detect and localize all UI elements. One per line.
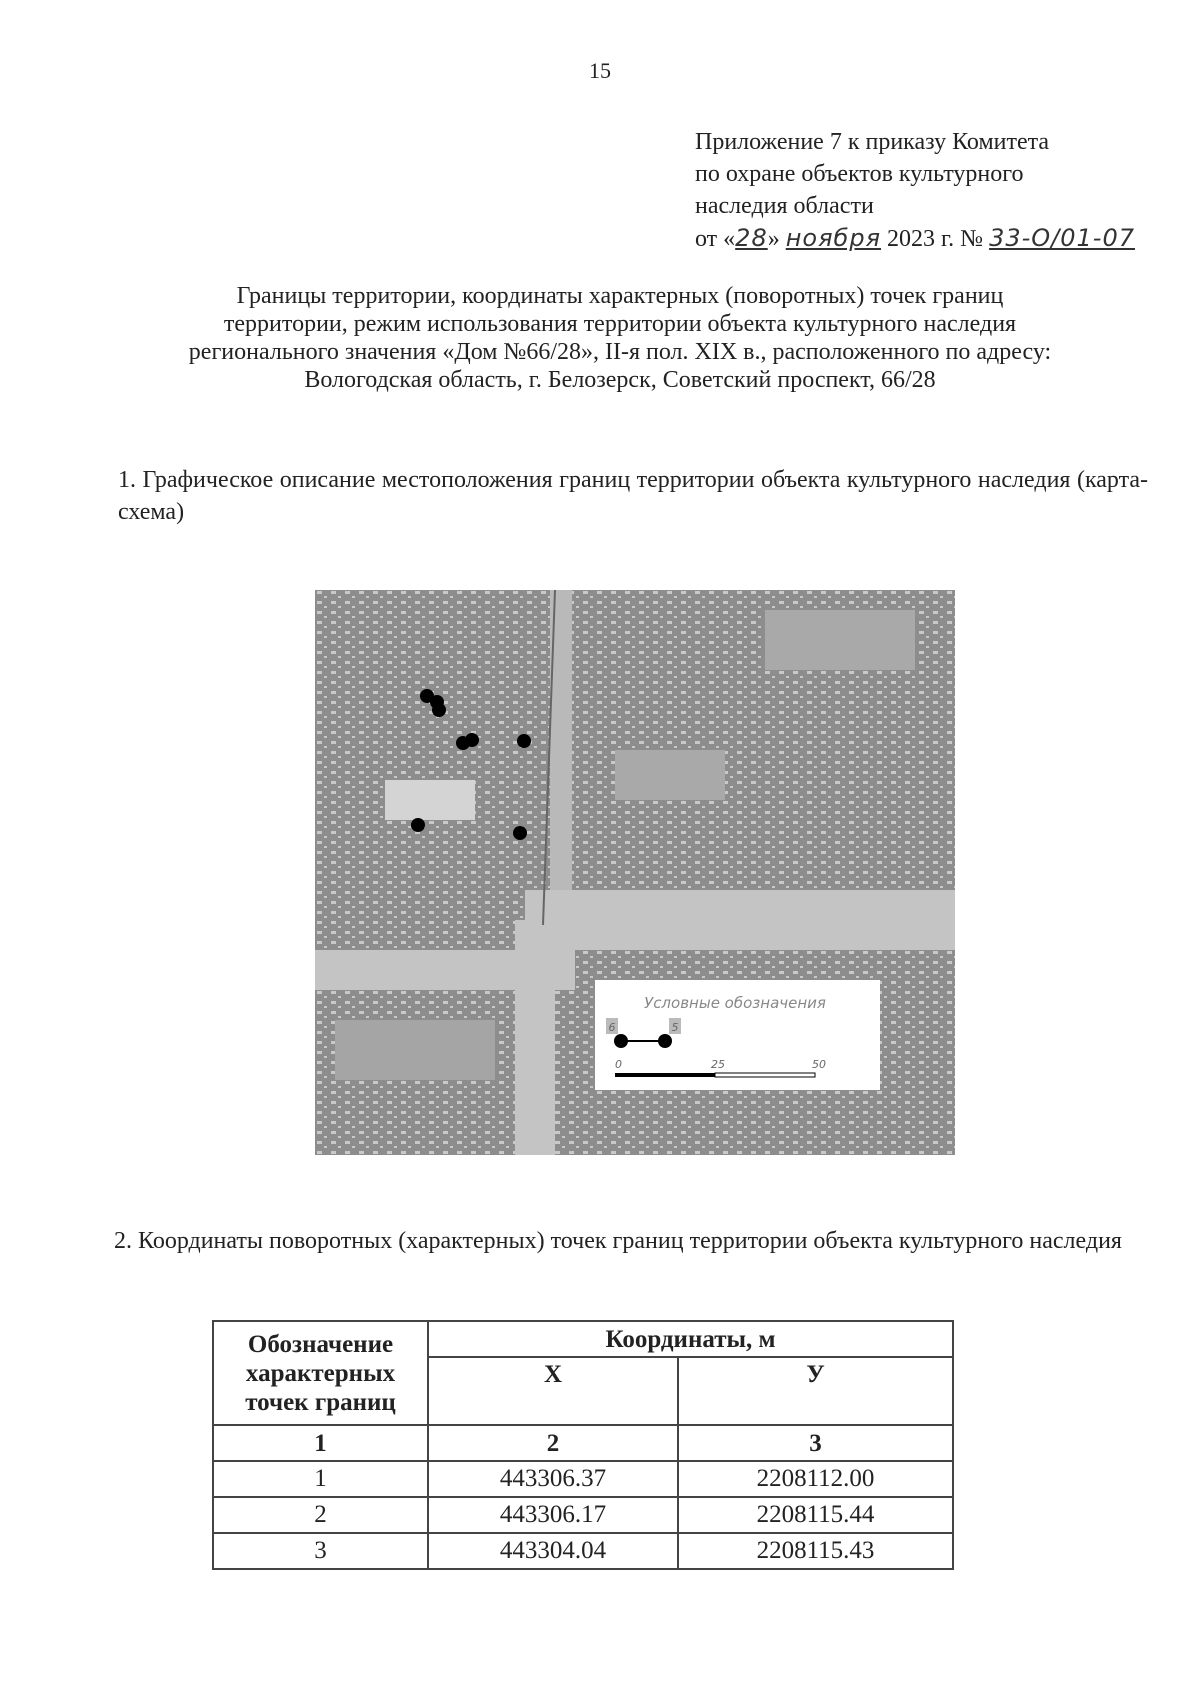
coord-y: 2208115.43 xyxy=(678,1533,953,1569)
map-scheme xyxy=(315,590,955,1155)
table-row xyxy=(213,1533,953,1569)
light-yard xyxy=(385,780,475,820)
section-1-heading: 1. Графическое описание местоположения границ территории объекта культурного наследия (карта-схема) xyxy=(118,467,1148,525)
scale-tick-0: 0 xyxy=(615,1058,622,1071)
point-id: 1 xyxy=(213,1461,428,1497)
numbering-col-2: 2 xyxy=(428,1425,678,1461)
boundary-point xyxy=(465,733,479,747)
map-image xyxy=(315,590,955,1155)
order-number: 33-О/01-07 xyxy=(989,224,1135,252)
block-1 xyxy=(615,750,725,800)
coord-x: 443306.17 xyxy=(428,1497,678,1533)
appendix-line-1: Приложение 7 к приказу Комитета xyxy=(695,129,1050,155)
appendix-date-line xyxy=(695,222,1135,255)
section-2-heading: 2. Координаты поворотных (характерных) точек границ территории объекта культурного наследия xyxy=(114,1228,1122,1254)
table-row xyxy=(213,1461,953,1497)
boundary-point xyxy=(517,734,531,748)
road-vertical xyxy=(515,920,555,1155)
legend-point-a-label: 6 xyxy=(608,1021,616,1034)
date-mid: » xyxy=(767,226,780,252)
date-year: 2023 г. № xyxy=(881,226,990,252)
appendix-line-2: по охране объектов культурного xyxy=(695,161,1024,187)
scale-tick-25: 25 xyxy=(711,1058,725,1071)
block-2 xyxy=(765,610,915,670)
document-title xyxy=(100,282,1140,394)
block-3 xyxy=(335,1020,495,1080)
numbering-col-1: 1 xyxy=(213,1425,428,1461)
coord-y: 2208115.44 xyxy=(678,1497,953,1533)
title-line-3: регионального значения «Дом №66/28», II-я пол. XIX в., расположенного по адресу: xyxy=(188,339,1052,365)
header-x: X xyxy=(428,1357,678,1425)
legend-point-b xyxy=(658,1034,672,1048)
date-prefix: от « xyxy=(695,226,736,252)
road-horizontal xyxy=(525,890,955,950)
date-month: ноября xyxy=(785,224,882,252)
boundary-point xyxy=(411,818,425,832)
table-row xyxy=(213,1497,953,1533)
header-y: У xyxy=(678,1357,953,1425)
title-line-2: территории, режим использования территории объекта культурного наследия xyxy=(223,311,1017,337)
boundary-point xyxy=(513,826,527,840)
scale-bar-dark xyxy=(615,1073,715,1077)
appendix-line-3: наследия области xyxy=(695,193,874,219)
header-coordinates: Координаты, м xyxy=(428,1321,953,1357)
boundary-point xyxy=(432,703,446,717)
point-id: 3 xyxy=(213,1533,428,1569)
header-designation-line-1: Обозначение xyxy=(247,1330,394,1358)
coordinates-table xyxy=(212,1320,954,1570)
legend-point-a xyxy=(614,1034,628,1048)
map-legend xyxy=(595,980,880,1090)
page-number: 15 xyxy=(589,58,611,83)
title-line-4: Вологодская область, г. Белозерск, Советский проспект, 66/28 xyxy=(304,367,936,393)
numbering-col-3: 3 xyxy=(678,1425,953,1461)
header-designation-line-3: точек границ xyxy=(245,1388,396,1416)
coord-x: 443306.37 xyxy=(428,1461,678,1497)
coord-x: 443304.04 xyxy=(428,1533,678,1569)
header-designation-line-2: характерных xyxy=(245,1359,396,1387)
date-day: 28 xyxy=(735,224,768,252)
legend-title: Условные обозначения xyxy=(644,994,826,1012)
point-id: 2 xyxy=(213,1497,428,1533)
appendix-header xyxy=(695,126,1135,255)
header-designation xyxy=(213,1321,428,1425)
coord-y: 2208112.00 xyxy=(678,1461,953,1497)
legend-point-b-label: 5 xyxy=(671,1021,679,1034)
scale-bar-light xyxy=(715,1073,815,1077)
title-line-1: Границы территории, координаты характерных (поворотных) точек границ xyxy=(236,283,1004,309)
scale-tick-50: 50 xyxy=(812,1058,826,1071)
